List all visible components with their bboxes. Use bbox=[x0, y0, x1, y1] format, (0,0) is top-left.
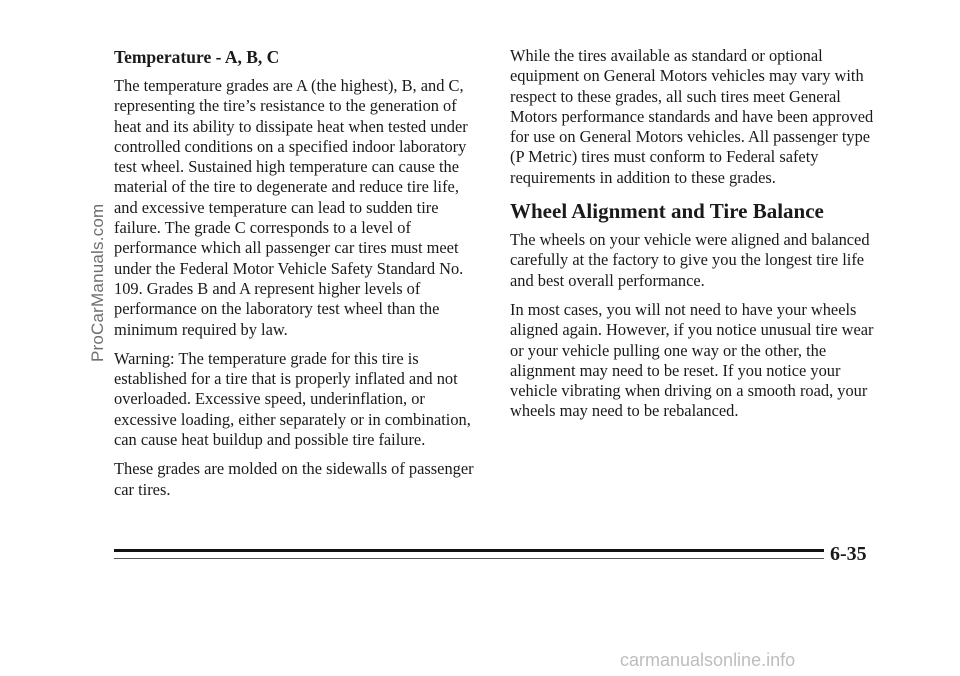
temperature-subheading: Temperature - A, B, C bbox=[114, 47, 280, 67]
footer-rule-thin bbox=[114, 558, 824, 559]
right-column bbox=[510, 46, 882, 431]
factory-alignment-paragraph: The wheels on your vehicle were aligned and balanced carefully at the factory to give you the longest tire life and best overall performance. bbox=[510, 230, 870, 290]
warning-paragraph: Warning: The temperature grade for this tire is established for a tire that is properly inflated and not overloaded. Excessive speed, underinflation, or excessive loading, either separately or in combination, can cause heat buildup and possible tire failure. bbox=[114, 348, 471, 450]
realignment-paragraph: In most cases, you will not need to have your wheels aligned again. However, if you notice unusual tire wear or your vehicle pulling one way or the other, the alignment may need to be reset. If you notice your vehicle vibrating when driving on a smooth road, your wheels may need to be rebalanced. bbox=[510, 299, 874, 421]
section-heading: Wheel Alignment and Tire Balance bbox=[510, 199, 824, 224]
page-number: 6-35 bbox=[830, 543, 867, 565]
left-column bbox=[114, 46, 486, 509]
gm-tires-paragraph: While the tires available as standard or optional equipment on General Motors vehicles may vary with respect to these grades, all such tires meet General Motors performance standards and have been approved for use on General Motors vehicles. All passenger type (P Metric) tires must conform to Federal safety requirements in addition to these grades. bbox=[510, 46, 874, 187]
footer-rule-thick bbox=[114, 549, 824, 552]
side-watermark: ProCarManuals.com bbox=[88, 203, 107, 362]
sidewall-paragraph: These grades are molded on the sidewalls of passenger car tires. bbox=[114, 459, 474, 499]
footer-watermark: carmanualsonline.info bbox=[620, 650, 796, 670]
temperature-paragraph: The temperature grades are A (the highest), B, and C, representing the tire’s resistance to the generation of heat and its ability to dissipate heat when tested under controlled conditions on a specified indoor laboratory test wheel. Sustained high temperature can cause the material of the tire to degenerate and reduce tire life, and excessive temperature can lead to sudden tire failure. The grade C corresponds to a level of performance which all passenger car tires must meet under the Federal Motor Vehicle Safety Standard No. 109. Grades B and A represent higher levels of performance on the laboratory test wheel than the minimum required by law. bbox=[114, 76, 468, 339]
